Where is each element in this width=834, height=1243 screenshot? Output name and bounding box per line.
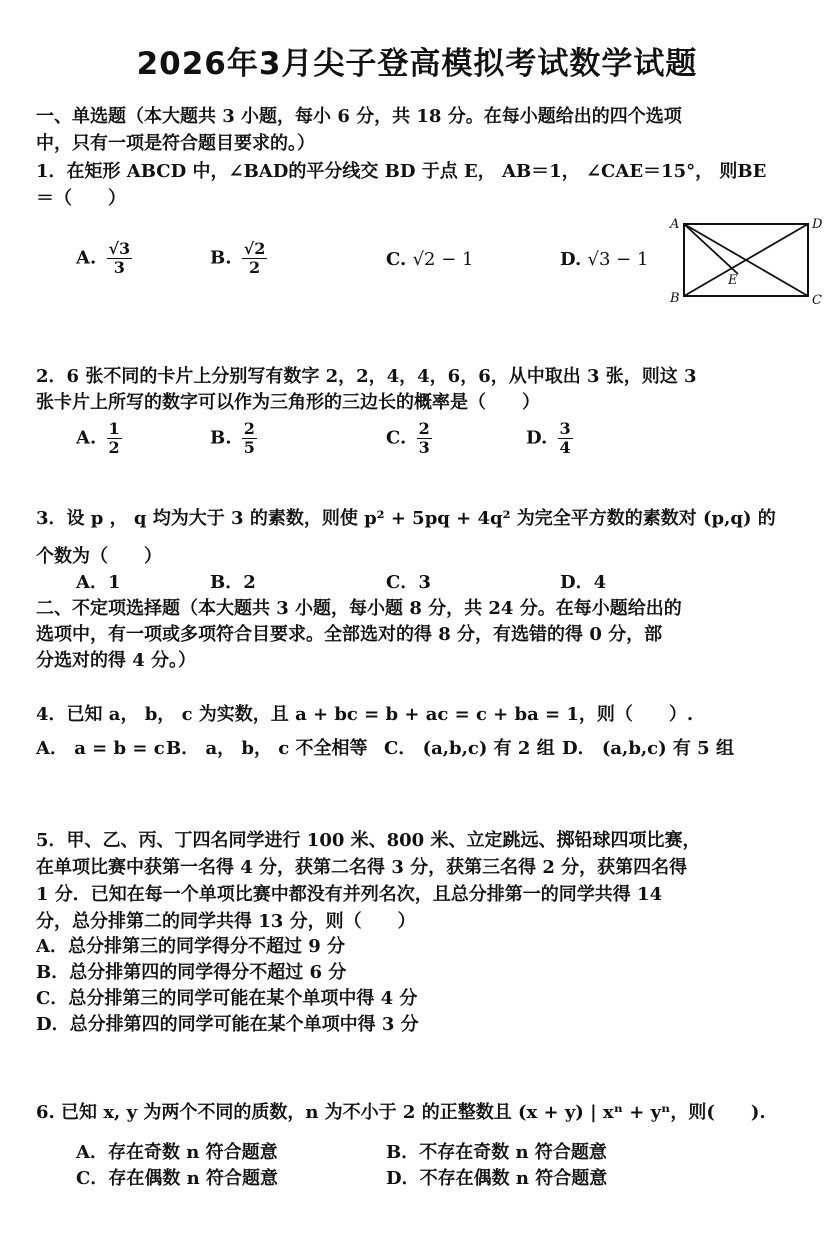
q5-stem-line1: 5．甲、乙、丙、丁四名同学进行 100 米、800 米、立定跳远、掷铅球四项比赛， [36,830,701,851]
figure-label-a: A [670,217,680,232]
q3-option-b[interactable]: B．2 [210,572,256,593]
q3-stem-line2: 个数为（ ） [36,546,162,567]
section2-heading-line2: 选项中，有一项或多项符合目要求。全部选对的得 8 分，有选错的得 0 分，部 [36,624,663,645]
q6-option-a[interactable]: A．存在奇数 n 符合题意 [76,1142,278,1163]
section2-heading-line3: 分选对的得 4 分。） [36,650,197,671]
q6-option-d[interactable]: D．不存在偶数 n 符合题意 [386,1168,608,1189]
q2-option-a[interactable]: A. $\frac{1}{2}$ [76,419,120,457]
q2-option-a-fraction: $\frac{1}{2}$ [108,419,120,457]
q5-option-d[interactable]: D．总分排第四的同学可能在某个单项中得 3 分 [36,1014,419,1035]
q3-option-d[interactable]: D．4 [560,572,607,593]
q2-option-c[interactable]: C. $\frac{2}{3}$ [386,419,430,457]
q6-option-b[interactable]: B．不存在奇数 n 符合题意 [386,1142,607,1163]
q2-option-d[interactable]: D. $\frac{3}{4}$ [526,419,571,457]
figure-label-b: B [670,291,680,306]
q6-stem: 6. 已知 x, y 为两个不同的质数，n 为不小于 2 的正整数且 (x + y) | xⁿ + yⁿ，则( ). [36,1102,766,1123]
q3-option-c[interactable]: C．3 [386,572,431,593]
q1-option-c[interactable]: C. √2 − 1 [386,249,474,270]
q5-option-b[interactable]: B．总分排第四的同学得分不超过 6 分 [36,962,347,983]
q1-option-b[interactable]: B. $\frac{√2}{2}$ [210,239,266,277]
section2-heading-line1: 二、不定项选择题（本大题共 3 小题，每小题 8 分，共 24 分。在每小题给出的 [36,598,682,619]
q1-option-b-fraction: $\frac{√2}{2}$ [243,239,266,277]
q1-option-d[interactable]: D. √3 − 1 [560,249,649,270]
q4-option-a[interactable]: A． a = b = c [36,738,165,759]
q6-option-c[interactable]: C．存在偶数 n 符合题意 [76,1168,278,1189]
figure-label-e: E [728,273,738,288]
q4-stem: 4．已知 a， b， c 为实数，且 a + bc = b + ac = c + ba = 1，则（ ）. [36,704,694,725]
q2-stem-line2: 张卡片上所写的数字可以作为三角形的三边长的概率是（ ） [36,392,540,413]
q1-option-a-fraction: $\frac{√3}{3}$ [108,239,131,277]
q2-option-c-fraction: $\frac{2}{3}$ [418,419,430,457]
q2-stem-line1: 2．6 张不同的卡片上分别写有数字 2，2，4，4，6，6，从中取出 3 张，则这 3 [36,366,697,387]
q4-option-d[interactable]: D． (a,b,c) 有 5 组 [562,738,734,759]
q2-option-d-fraction: $\frac{3}{4}$ [559,419,571,457]
q2-option-b[interactable]: B. $\frac{2}{5}$ [210,419,255,457]
q3-stem-line1: 3．设 p ， q 均为大于 3 的素数，则使 p² + 5pq + 4q² 为完全平方数的素数对 (p,q) 的 [36,508,776,529]
section1-heading-line2: 中，只有一项是符合题目要求的。） [36,133,315,154]
section1-heading-line1: 一、单选题（本大题共 3 小题，每小 6 分，共 18 分。在每小题给出的四个选项 [36,106,682,127]
q1-option-a[interactable]: A. $\frac{√3}{3}$ [76,239,131,277]
q4-option-b[interactable]: B． a， b， c 不全相等 [166,738,368,759]
q4-option-c[interactable]: C． (a,b,c) 有 2 组 [384,738,555,759]
figure-label-c: C [812,293,822,308]
q5-stem-line2: 在单项比赛中获第一名得 4 分，获第二名得 3 分，获第三名得 2 分，获第四名得 [36,857,688,878]
page-title: 2026年3月尖子登高模拟考试数学试题 [136,46,698,82]
rectangle-figure [666,214,826,314]
q5-option-c[interactable]: C．总分排第三的同学可能在某个单项中得 4 分 [36,988,418,1009]
q5-option-a[interactable]: A．总分排第三的同学得分不超过 9 分 [36,936,346,957]
figure-label-d: D [812,217,823,232]
q1-stem-line1: 1．在矩形 ABCD 中，∠BAD的平分线交 BD 于点 E， AB＝1， ∠CAE＝15°， 则BE [36,161,767,182]
q5-stem-line3: 1 分．已知在每一个单项比赛中都没有并列名次，且总分排第一的同学共得 14 [36,884,663,905]
q2-option-b-fraction: $\frac{2}{5}$ [243,419,255,457]
q3-option-a[interactable]: A．1 [76,572,121,593]
q1-stem-line2: ＝（ ） [36,188,126,209]
q5-stem-line4: 分，总分排第二的同学共得 13 分，则（ ） [36,911,416,932]
